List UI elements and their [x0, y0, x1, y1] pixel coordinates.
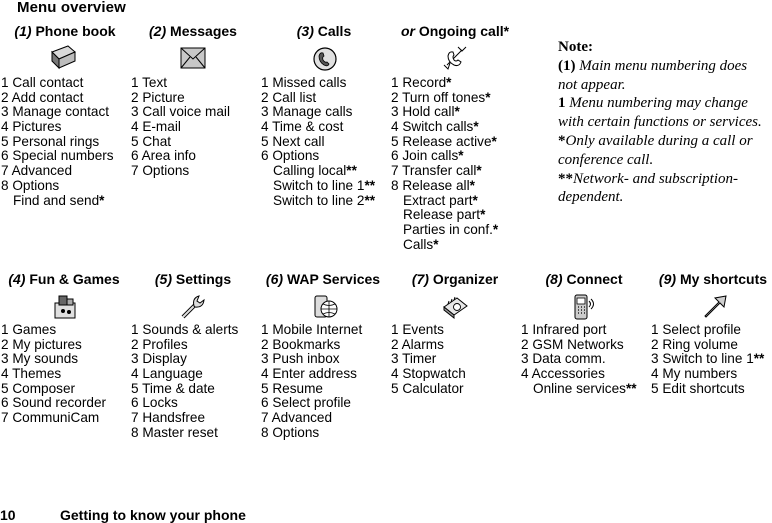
section-heading: (2) Messages [149, 23, 237, 39]
list-item: 3 Call voice mail [131, 104, 230, 120]
list-subitem: Parties in conf.* [403, 221, 499, 237]
list-item: 2 Alarms [391, 336, 444, 352]
list-item: 4 Accessories [521, 366, 605, 382]
list-item: 1 Sounds & alerts [131, 322, 239, 337]
list-item: 2 My pictures [1, 336, 82, 352]
section-my-shortcuts [638, 270, 772, 288]
wap-globe-icon [310, 292, 340, 322]
list-item: 8 Options [261, 424, 320, 440]
list-item: 8 Master reset [131, 424, 218, 440]
list-item: 6 Locks [131, 395, 178, 411]
list-subitem: Switch to line 2** [273, 192, 376, 208]
fun-games-items [1, 323, 106, 426]
list-item: 2 Picture [131, 89, 185, 105]
organizer-items [391, 323, 466, 396]
list-item: 3 My sounds [1, 351, 79, 367]
section-heading: (4) Fun & Games [8, 271, 120, 287]
list-item: 3 Hold call* [391, 104, 460, 120]
list-item: 1 Infrared port [521, 322, 607, 337]
list-item: 4 Themes [1, 366, 62, 382]
list-item: 4 Time & cost [261, 119, 344, 135]
note-line: 1 Menu numbering may change with certain functions or services. [558, 95, 762, 131]
section-heading: (7) Organizer [411, 271, 499, 287]
wap-services-items [261, 323, 362, 441]
section-heading: (1) Phone book [14, 23, 116, 39]
list-item: 5 Calculator [391, 380, 464, 396]
list-item: 1 Events [391, 322, 444, 337]
section-calls [249, 22, 399, 40]
list-item: 7 Handsfree [131, 410, 206, 426]
list-item: 8 Release all* [391, 177, 475, 193]
note-line: (1) Main menu numbering does not appear. [558, 57, 748, 93]
list-item: 5 Personal rings [1, 133, 100, 149]
list-subitem: Calling local** [273, 163, 357, 179]
section-heading: (9) My shortcuts [658, 271, 768, 287]
list-item: 7 Transfer call* [391, 163, 482, 179]
list-item: 4 Stopwatch [391, 366, 466, 382]
list-item: 5 Next call [261, 133, 325, 149]
wrench-icon [178, 292, 208, 322]
list-item: 2 GSM Networks [521, 336, 624, 352]
list-subitem: Find and send* [13, 192, 105, 208]
list-item: 3 Manage calls [261, 104, 353, 120]
section-organizer [380, 270, 530, 288]
list-subitem: Extract part* [403, 192, 478, 208]
list-item: 2 Ring volume [651, 336, 738, 352]
list-subitem: Release part* [403, 207, 486, 223]
list-item: 4 My numbers [651, 366, 738, 382]
list-item: 5 Edit shortcuts [651, 380, 745, 396]
list-item: 3 Display [131, 351, 187, 367]
list-item: 3 Manage contact [1, 104, 110, 120]
list-item: 4 E-mail [131, 119, 181, 135]
list-item: 6 Join calls* [391, 148, 464, 164]
list-item: 1 Mobile Internet [261, 322, 363, 337]
section-heading: (8) Connect [545, 271, 623, 287]
section-wap-services [248, 270, 398, 288]
calls-icon [310, 44, 340, 74]
note-box [558, 38, 768, 207]
ongoing-call-icon [440, 43, 470, 73]
list-item: 4 Switch calls* [391, 119, 479, 135]
list-item: 5 Release active* [391, 133, 497, 149]
section-heading: (6) WAP Services [265, 271, 381, 287]
list-item: 3 Push inbox [261, 351, 340, 367]
messages-items [131, 76, 230, 179]
phone-book-items [1, 76, 114, 208]
section-heading: (5) Settings [154, 271, 232, 287]
list-item: 8 Options [1, 177, 60, 193]
list-item: 2 Call list [261, 89, 317, 105]
list-item: 5 Resume [261, 380, 323, 396]
list-item: 6 Sound recorder [1, 395, 107, 411]
list-subitem: Online services** [533, 380, 637, 396]
list-item: 4 Language [131, 366, 203, 382]
list-subitem: Switch to line 1** [273, 177, 376, 193]
list-item: 5 Chat [131, 133, 172, 149]
list-item: 1 Missed calls [261, 75, 347, 90]
section-heading: or Ongoing call* [400, 23, 510, 39]
section-messages [118, 22, 268, 40]
phone-book-icon [48, 42, 78, 72]
shortcut-arrow-icon [700, 292, 730, 322]
list-item: 1 Games [1, 322, 57, 337]
list-item: 6 Select profile [261, 395, 351, 411]
settings-items [131, 323, 238, 441]
list-item: 6 Area info [131, 148, 196, 164]
list-item: 1 Select profile [651, 322, 741, 337]
list-item: 4 Pictures [1, 119, 62, 135]
my-shortcuts-items [651, 323, 764, 396]
page-title: Menu overview [17, 0, 126, 16]
list-item: 6 Options [261, 148, 320, 164]
list-item: 4 Enter address [261, 366, 357, 382]
list-item: 1 Call contact [1, 75, 84, 90]
note-line: *Only available during a call or conference call. [558, 132, 753, 168]
list-item: 2 Profiles [131, 336, 188, 352]
list-item: 3 Switch to line 1** [651, 351, 765, 367]
organizer-icon [440, 292, 470, 322]
calls-items [261, 76, 375, 208]
section-connect [509, 270, 659, 288]
section-heading: (3) Calls [296, 23, 352, 39]
list-item: 3 Data comm. [521, 351, 606, 367]
fun-games-icon [50, 292, 80, 322]
list-item: 3 Timer [391, 351, 437, 367]
list-item: 7 Advanced [261, 410, 333, 426]
list-item: 1 Text [131, 75, 168, 90]
list-item: 7 Advanced [1, 163, 73, 179]
page-number: 10 [0, 507, 16, 523]
connect-phone-icon [568, 292, 598, 322]
list-item: 2 Turn off tones* [391, 89, 491, 105]
section-ongoing-call [380, 22, 530, 40]
list-item: 2 Add contact [1, 89, 84, 105]
footer-section-title: Getting to know your phone [60, 507, 246, 523]
note-heading: Note: [558, 39, 593, 55]
note-line: **Network- and subscription-dependent. [558, 170, 738, 206]
list-item: 5 Composer [1, 380, 76, 396]
envelope-icon [178, 44, 208, 74]
list-item: 2 Bookmarks [261, 336, 341, 352]
list-item: 7 CommuniCam [1, 410, 100, 426]
section-settings [118, 270, 268, 288]
list-subitem: Calls* [403, 236, 439, 252]
list-item: 7 Options [131, 163, 190, 179]
list-item: 1 Record* [391, 75, 452, 90]
list-item: 5 Time & date [131, 380, 215, 396]
list-item: 6 Special numbers [1, 148, 114, 164]
ongoing-call-items [391, 76, 498, 252]
connect-items [521, 323, 637, 396]
